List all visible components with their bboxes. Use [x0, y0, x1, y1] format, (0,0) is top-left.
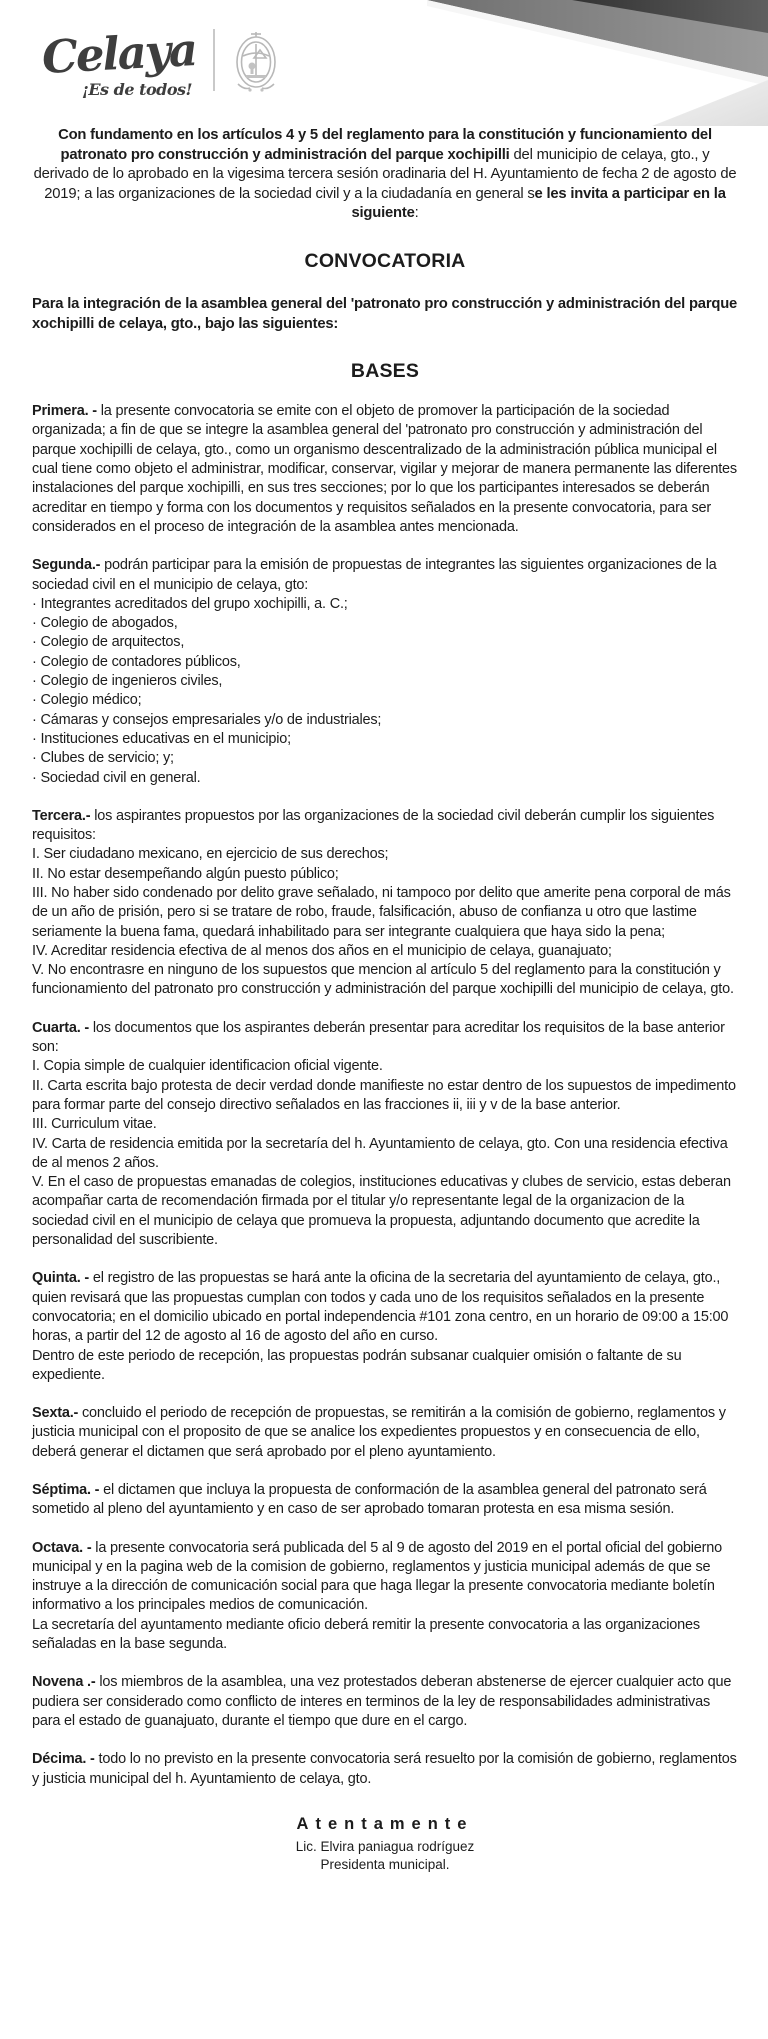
requisito-item: II. No estar desempeñando algún puesto público; [32, 865, 339, 882]
documento-item: IV. Carta de residencia emitida por la secretaría del h. Ayuntamiento de celaya, gto. Con una residencia efectiva de al menos 2 años. [32, 1135, 728, 1171]
intro-bold-lead: Con fundamento en los artículos 4 y 5 del reglamento para la constitución y funcionamiento del patronato pro construcción y administración del parque xochipilli [58, 127, 712, 163]
brand-tagline: ¡Es de todos! [81, 79, 193, 99]
base-sexta [32, 1404, 738, 1462]
base-quinta-intro [32, 1269, 738, 1346]
base-novena-text: los miembros de la asamblea, una vez protestados deberan abstenerse de ejercer cualquier acto que pudiera ser considerado como conflicto de interes en terminos de la ley de responsabilidades administrativas para el estado de guanajuato, durante el tiempo que dure en el cargo. [32, 1674, 732, 1729]
base-octava-text: la presente convocatoria será publicada del 5 al 9 de agosto del 2019 en el portal oficial del gobierno municipal y en la pagina web de la comision de gobierno, reglamentos y justicia municipal además de que se instruye a la dirección de comunicación social para que haga llegar la presente convocatoria mediante boletín informativo a los principales medios de comunicación. [32, 1539, 723, 1614]
bullet-item: · Colegio de contadores públicos, [32, 653, 241, 670]
base-segunda-label: Segunda.- [32, 557, 101, 574]
logo-divider [213, 29, 215, 91]
base-novena [32, 1673, 738, 1731]
bullet-item: · Instituciones educativas en el municipio; [32, 730, 291, 747]
base-decima-label: Décima. - [32, 1751, 95, 1768]
base-segunda-intro [32, 556, 738, 595]
base-quinta [32, 1269, 738, 1385]
base-octava-extra: La secretaría del ayuntamento mediante oficio deberá remitir la presente convocatoria a las organizaciones señaladas en la base segunda. [32, 1616, 700, 1653]
document-body [32, 126, 738, 1874]
documento-item: II. Carta escrita bajo protesta de decir verdad donde manifieste no estar dentro de los supuestos de impedimento para formar parte del consejo directivo señalados en las fracciones ii, iii y v de la base anterior. [32, 1077, 736, 1113]
bullet-item: · Cámaras y consejos empresariales y/o de industriales; [32, 711, 382, 728]
base-octava-label: Octava. - [32, 1539, 92, 1556]
base-sexta-text: concluido el periodo de recepción de propuestas, se remitirán a la comisión de gobierno, reglamentos y justicia municipal con el proposito de que se analice los expedientes propuestos y en consecuencia de ello, deberá generar el dictamen que será aprobado por el pleno ayuntamiento. [32, 1405, 726, 1460]
intro-bold-invite: e les invita a participar en la siguiente [351, 185, 726, 222]
base-septima [32, 1481, 738, 1520]
base-cuarta [32, 1019, 738, 1251]
base-sexta-label: Sexta.- [32, 1405, 79, 1422]
signer-role: Presidenta municipal. [320, 1856, 450, 1872]
intro-paragraph [32, 126, 738, 224]
base-tercera [32, 807, 738, 1000]
documento-item: V. En el caso de propuestas emanadas de colegios, instituciones educativas y clubes de servicio, estas deberan acompañar carta de recomendación firmada por el titular y/o representante legal de la organizacion de la sociedad civil en el municipio de celaya que promueva la propuesta, adjuntando documento que acredite la personalidad del suscribiente. [32, 1174, 731, 1249]
base-octava-intro [32, 1539, 738, 1616]
bullet-item: · Sociedad civil en general. [32, 769, 201, 786]
base-tercera-text: los aspirantes propuestos por las organizaciones de la sociedad civil deberán cumplir los siguientes requisitos: [32, 807, 715, 844]
intro-colon: : [414, 205, 419, 222]
requisito-item: III. No haber sido condenado por delito grave señalado, ni tampoco por delito que amerite pena corporal de más de un año de prisión, pero si se tratare de robo, fraude, falsificación, abuso de confianza u otro que lastime seriamente la buena fama, quedará inhabilitado para ser integrante cualquiera que haya sido la pena; [32, 884, 731, 940]
base-segunda [32, 556, 738, 788]
bullet-item: · Colegio de arquitectos, [32, 634, 185, 651]
bullet-item: · Clubes de servicio; y; [32, 750, 174, 767]
bullet-item: · Integrantes acreditados del grupo xochipilli, a. C.; [32, 595, 348, 612]
base-tercera-label: Tercera.- [32, 807, 91, 824]
base-cuarta-intro [32, 1019, 738, 1058]
documento-item: I. Copia simple de cualquier identificacion oficial vigente. [32, 1058, 383, 1075]
bullet-item: · Colegio de abogados, [32, 615, 178, 632]
signature-block [32, 1815, 738, 1874]
bullet-item: · Colegio de ingenieros civiles, [32, 673, 223, 690]
bases-heading: BASES [350, 360, 420, 383]
requisito-item: V. No encontrasre en ninguno de los supuestos que mencion al artículo 5 del reglamento para la constitución y funcionamiento del patronato pro construcción y administración del parque xochipilli del municipio de celaya, gto. [32, 962, 734, 998]
brand-wordmark: Celaya [40, 22, 198, 84]
base-tercera-intro [32, 807, 738, 846]
base-septima-label: Séptima. - [32, 1482, 100, 1498]
bullet-item: · Colegio médico; [32, 692, 142, 709]
requisito-item: IV. Acreditar residencia efectiva de al menos dos años en el municipio de celaya, guanajuato; [32, 942, 612, 959]
municipal-logo [40, 22, 282, 100]
base-primera-text: la presente convocatoria se emite con el objeto de promover la participación de la sociedad organizada; a fin de que se integre la asamblea general del 'patronato pro construcción y administración del parque xochipilli de celaya, gto., como un organismo descentralizado de la administración pública municipal el cual tiene como objeto el administrar, modificar, conservar, vigilar y mejorar de manera permanente las diferentes instalaciones del parque xochipilli, en sus tres secciones; por lo que los participantes interesados se deberán acreditar en tiempo y forma con los documentos y requisitos señalados en la presente convocatoria, para ser considerados en el proceso de integración de la asamblea antes mencionada. [32, 403, 737, 535]
base-cuarta-text: los documentos que los aspirantes deberán presentar para acreditar los requisitos de la base anterior son: [32, 1019, 725, 1056]
base-decima-text: todo lo no previsto en la presente convocatoria será resuelto por la comisión de gobierno, reglamentos y justicia municipal del h. Ayuntamiento de celaya, gto. [32, 1751, 737, 1787]
base-quinta-label: Quinta. - [32, 1270, 90, 1287]
requisito-item: I. Ser ciudadano mexicano, en ejercicio de sus derechos; [32, 846, 389, 863]
document-header [0, 0, 768, 116]
documento-item: III. Curriculum vitae. [32, 1116, 157, 1133]
base-decima [32, 1750, 738, 1789]
salutation: Atentamente [296, 1814, 474, 1833]
base-cuarta-label: Cuarta. - [32, 1019, 90, 1036]
base-quinta-extra: Dentro de este periodo de recepción, las propuestas podrán subsanar cualquier omisión o faltante de su expediente. [32, 1347, 682, 1383]
signer-name: Lic. Elvira paniagua rodríguez [295, 1838, 475, 1854]
base-octava [32, 1539, 738, 1655]
base-primera-label: Primera. - [32, 403, 97, 420]
base-novena-label: Novena .- [32, 1674, 96, 1691]
convocatoria-heading: CONVOCATORIA [304, 249, 466, 272]
brand-block [40, 22, 198, 99]
base-primera [32, 402, 738, 537]
coat-of-arms-icon [230, 28, 282, 94]
intro-regular: del municipio de celaya, gto., y derivado de lo aprobado en la vigesima tercera sesión oradinaria del H. Ayuntamiento de fecha 2 de agosto de 2019; a las organizaciones de la sociedad civil y a la ciudadanía en general s [33, 146, 737, 202]
base-septima-text: el dictamen que incluya la propuesta de conformación de la asamblea general del patronato será sometido al pleno del ayuntamiento y en caso de ser aprobado tomaran protesta en esa misma sesión. [32, 1482, 707, 1518]
base-quinta-text: el registro de las propuestas se hará ante la oficina de la secretaria del ayuntamiento de celaya, gto., quien revisará que las propuestas cumplan con todos y cada uno de los requisitos señalados en la presente convocatoria; en el domicilio ubicado en portal independencia #101 zona centro, en un horario de 09:00 a 15:00 horas, a partir del 12 de agosto al 16 de agosto del año en curso. [32, 1270, 729, 1345]
base-segunda-text: podrán participar para la emisión de propuestas de integrantes las siguientes organizaciones de la sociedad civil en el municipio de celaya, gto: [32, 557, 717, 593]
objeto-paragraph: Para la integración de la asamblea general del 'patronato pro construcción y administración del parque xochipilli de celaya, gto., bajo las siguientes: [32, 295, 738, 332]
